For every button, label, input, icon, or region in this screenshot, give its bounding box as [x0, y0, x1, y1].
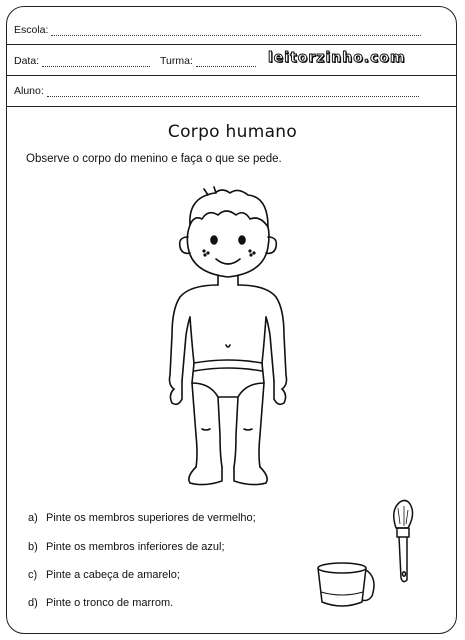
task-letter: a)	[28, 512, 38, 524]
class-line	[196, 57, 256, 67]
hair	[190, 190, 268, 227]
class-field[interactable]	[160, 55, 256, 67]
paintbrush-icon	[384, 498, 424, 588]
class-label: Turma:	[160, 55, 193, 67]
task-letter: c)	[28, 569, 38, 581]
school-line	[51, 26, 421, 36]
paint-bucket-icon	[312, 556, 378, 612]
date-line	[42, 57, 150, 67]
page-title: Corpo humano	[167, 122, 298, 142]
task-text: Pinte o tronco de marrom.	[46, 597, 174, 609]
student-line	[47, 87, 419, 97]
instruction-text: Observe o corpo do menino e faça o que se pede.	[26, 153, 282, 165]
header-divider	[6, 75, 457, 76]
brand-logo: leitorzinho.com	[268, 50, 406, 66]
task-text: Pinte os membros inferiores de azul;	[46, 541, 225, 553]
task-letter: d)	[28, 597, 38, 609]
date-field[interactable]	[14, 55, 150, 67]
student-field[interactable]	[14, 85, 419, 97]
task-text: Pinte os membros superiores de vermelho;	[46, 512, 256, 524]
date-label: Data:	[14, 55, 40, 67]
student-label: Aluno:	[14, 85, 44, 97]
boy-figure[interactable]	[160, 185, 300, 495]
header-divider	[6, 44, 457, 45]
task-text: Pinte a cabeça de amarelo;	[46, 569, 180, 581]
school-field[interactable]	[14, 24, 421, 36]
task-item	[28, 512, 256, 524]
school-label: Escola:	[14, 24, 49, 36]
task-item	[28, 541, 225, 553]
task-item	[28, 597, 173, 609]
task-letter: b)	[28, 541, 38, 553]
header-divider	[6, 106, 457, 107]
task-item	[28, 569, 180, 581]
